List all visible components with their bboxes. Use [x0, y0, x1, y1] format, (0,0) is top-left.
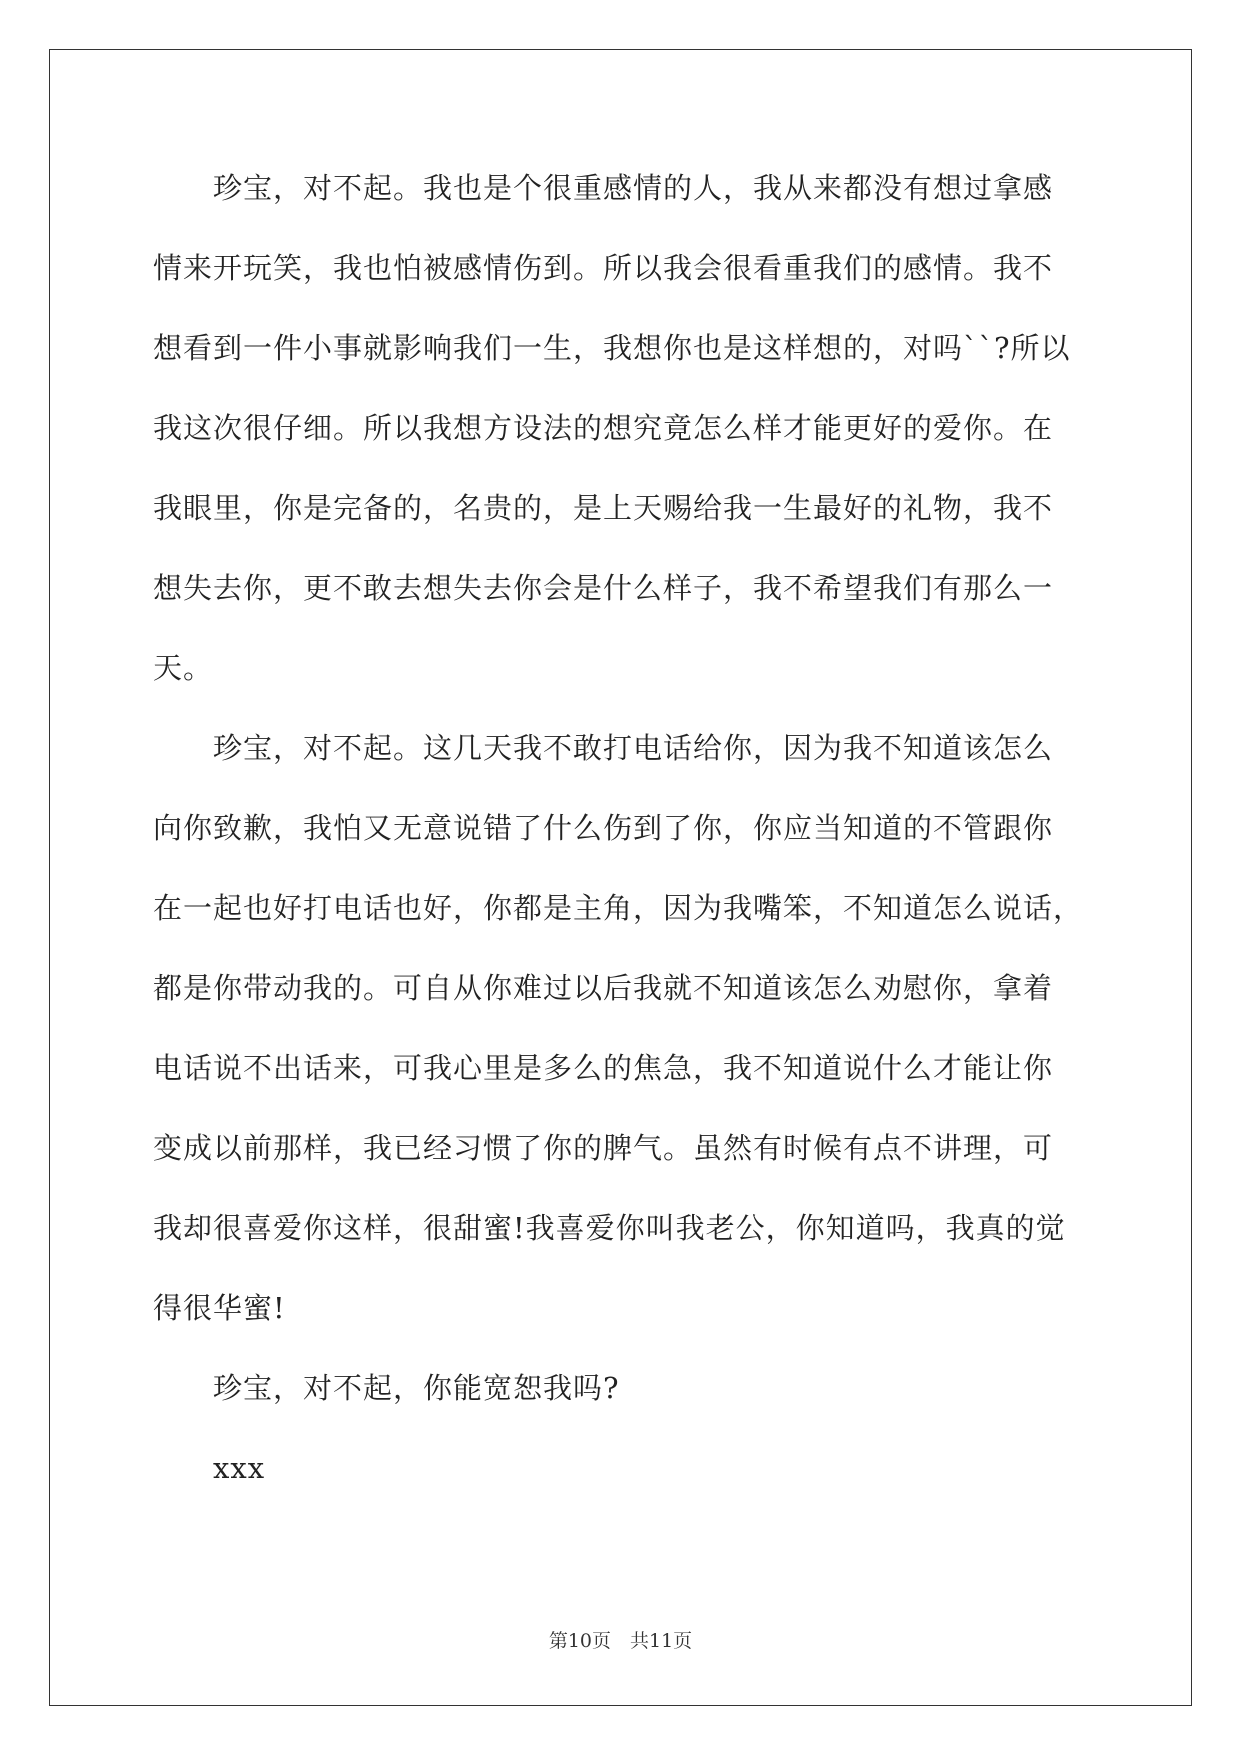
- page-number-footer: 第10页 共11页: [548, 1630, 693, 1652]
- text-line: 珍宝，对不起，你能宽恕我吗?: [153, 1371, 620, 1405]
- text-line: 我这次很仔细。所以我想方设法的想究竟怎么样才能更好的爱你。在: [153, 411, 1054, 445]
- text-line: 珍宝，对不起。我也是个很重感情的人，我从来都没有想过拿感: [153, 171, 1054, 205]
- text-line: 我却很喜爱你这样，很甜蜜!我喜爱你叫我老公，你知道吗，我真的觉: [153, 1211, 1066, 1245]
- text-line: 我眼里，你是完备的，名贵的，是上天赐给我一生最好的礼物，我不: [153, 491, 1054, 525]
- text-line: 珍宝，对不起。这几天我不敢打电话给你，因为我不知道该怎么: [153, 731, 1054, 765]
- text-line: 向你致歉，我怕又无意说错了什么伤到了你，你应当知道的不管跟你: [153, 811, 1054, 845]
- text-line: 电话说不出话来，可我心里是多么的焦急，我不知道说什么才能让你: [153, 1051, 1054, 1085]
- letter-body: [153, 148, 1093, 1508]
- text-line: 想失去你，更不敢去想失去你会是什么样子，我不希望我们有那么一: [153, 571, 1054, 605]
- signature-line: xxx: [153, 1451, 266, 1485]
- text-line: 都是你带动我的。可自从你难过以后我就不知道该怎么劝慰你，拿着: [153, 971, 1054, 1005]
- text-line: 变成以前那样，我已经习惯了你的脾气。虽然有时候有点不讲理，可: [153, 1131, 1054, 1165]
- text-line: 天。: [153, 651, 214, 685]
- text-line: 在一起也好打电话也好，你都是主角，因为我嘴笨，不知道怎么说话，: [153, 891, 1084, 925]
- text-line: 得很华蜜!: [153, 1291, 286, 1325]
- text-line: 情来开玩笑，我也怕被感情伤到。所以我会很看重我们的感情。我不: [153, 251, 1054, 285]
- text-line: 想看到一件小事就影响我们一生，我想你也是这样想的，对吗``?所以: [153, 331, 1071, 365]
